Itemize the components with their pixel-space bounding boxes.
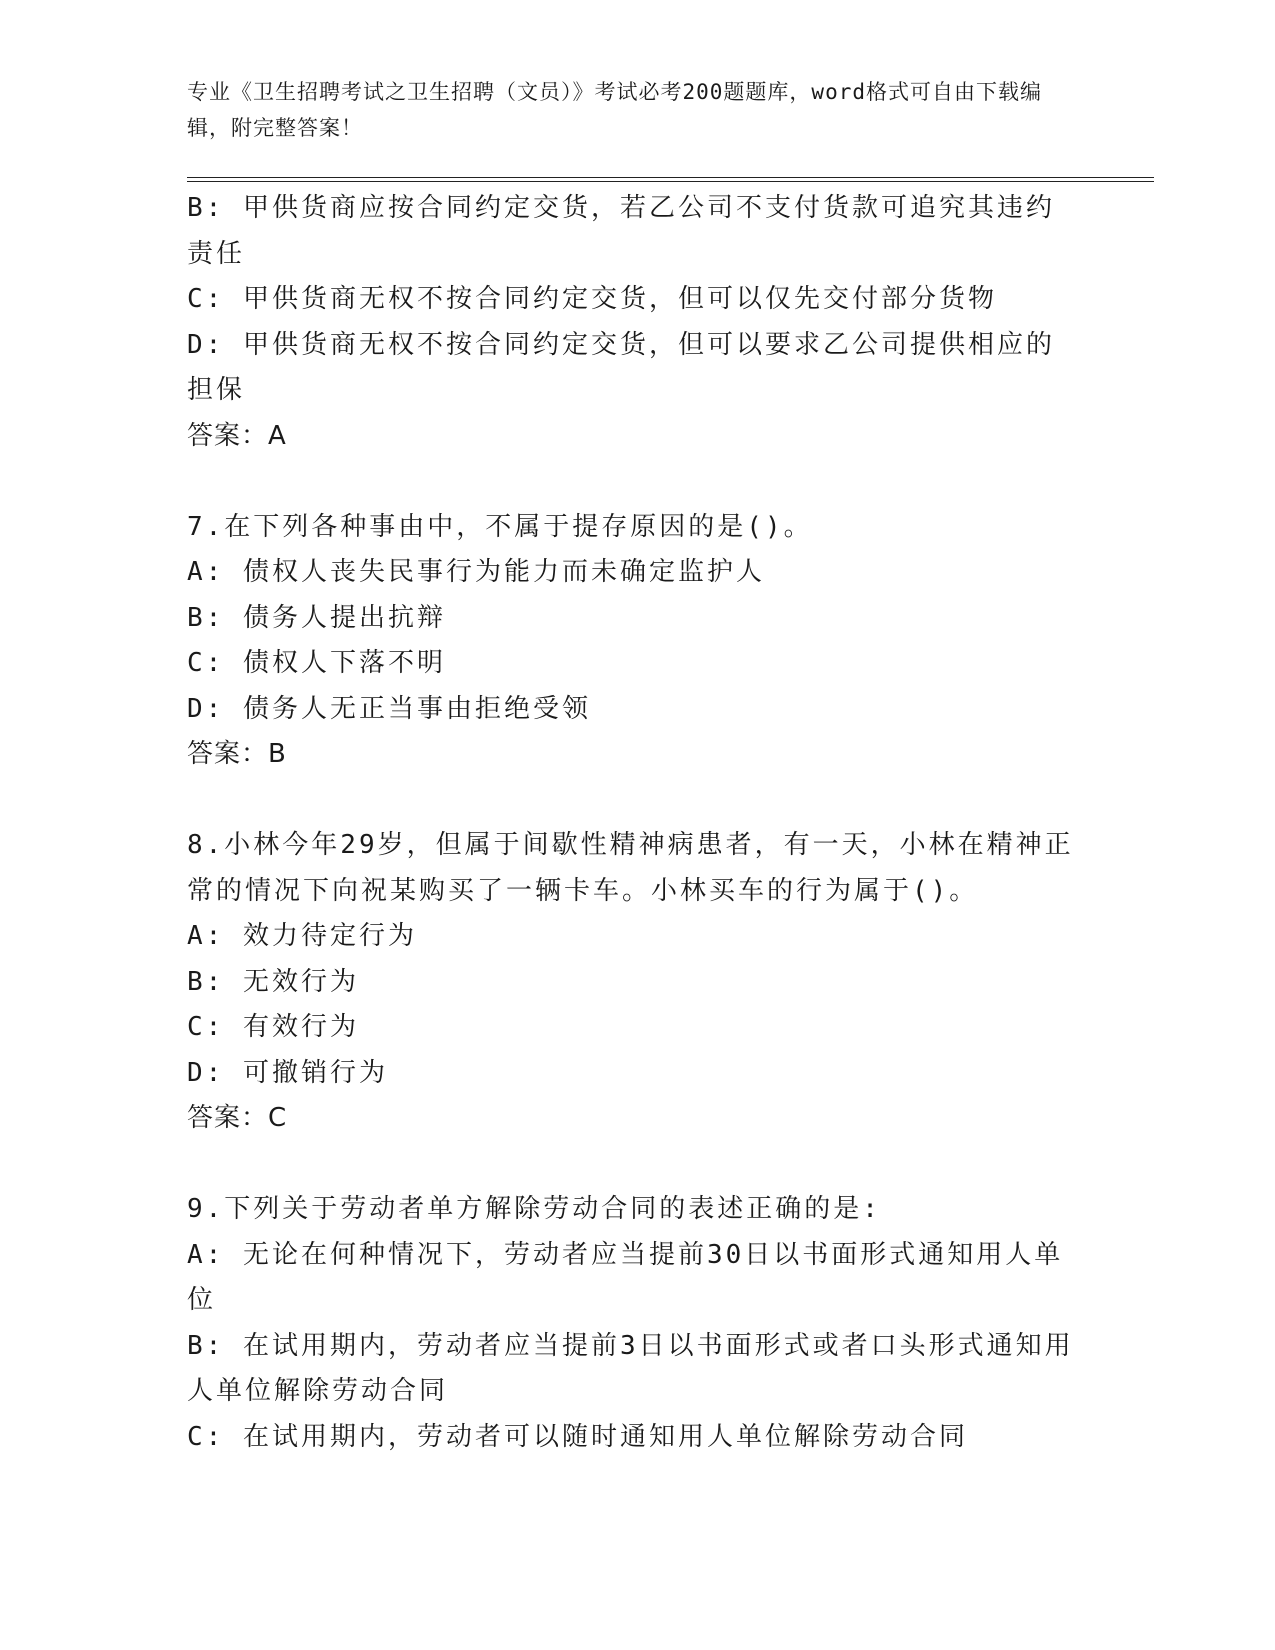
option-b: B: 甲供货商应按合同约定交货，若乙公司不支付货款可追究其违约责任 — [187, 193, 1055, 269]
answer-line: 答案：B — [187, 739, 287, 769]
question-7 — [187, 505, 1077, 778]
answer-line: 答案：C — [187, 1103, 288, 1133]
option-c: C: 有效行为 — [187, 1012, 359, 1042]
option-a: A: 债权人丧失民事行为能力而未确定监护人 — [187, 557, 765, 587]
option-b: B: 债务人提出抗辩 — [187, 602, 446, 633]
header-divider — [187, 177, 1154, 182]
option-d: D: 甲供货商无权不按合同约定交货，但可以要求乙公司提供相应的担保 — [187, 329, 1055, 405]
question-6-continued — [187, 186, 1077, 459]
header-title: 专业《卫生招聘考试之卫生招聘（文员）》考试必考200题题库，word格式可自由下载编辑，附完整答案！ — [187, 80, 1042, 140]
question-8 — [187, 823, 1077, 1142]
answer-line: 答案：A — [187, 420, 287, 451]
option-c: C: 在试用期内，劳动者可以随时通知用人单位解除劳动合同 — [187, 1421, 968, 1452]
question-list — [187, 186, 1077, 1460]
option-b: B: 无效行为 — [187, 966, 359, 997]
option-b: B: 在试用期内，劳动者应当提前3日以书面形式或者口头形式通知用人单位解除劳动合同 — [187, 1330, 1074, 1406]
option-c: C: 债权人下落不明 — [187, 648, 446, 678]
option-a: A: 无论在何种情况下，劳动者应当提前30日以书面形式通知用人单位 — [187, 1239, 1064, 1315]
question-stem: 7.在下列各种事由中，不属于提存原因的是()。 — [187, 511, 813, 542]
question-9 — [187, 1187, 1077, 1460]
option-d: D: 债务人无正当事由拒绝受领 — [187, 693, 591, 724]
option-d: D: 可撤销行为 — [187, 1057, 388, 1088]
question-stem: 8.小林今年29岁，但属于间歇性精神病患者，有一天，小林在精神正常的情况下向祝某购买了一辆卡车。小林买车的行为属于()。 — [187, 830, 1074, 906]
document-header — [187, 74, 1067, 146]
option-a: A: 效力待定行为 — [187, 921, 417, 951]
option-c: C: 甲供货商无权不按合同约定交货，但可以仅先交付部分货物 — [187, 284, 997, 314]
question-stem: 9.下列关于劳动者单方解除劳动合同的表述正确的是: — [187, 1194, 881, 1224]
